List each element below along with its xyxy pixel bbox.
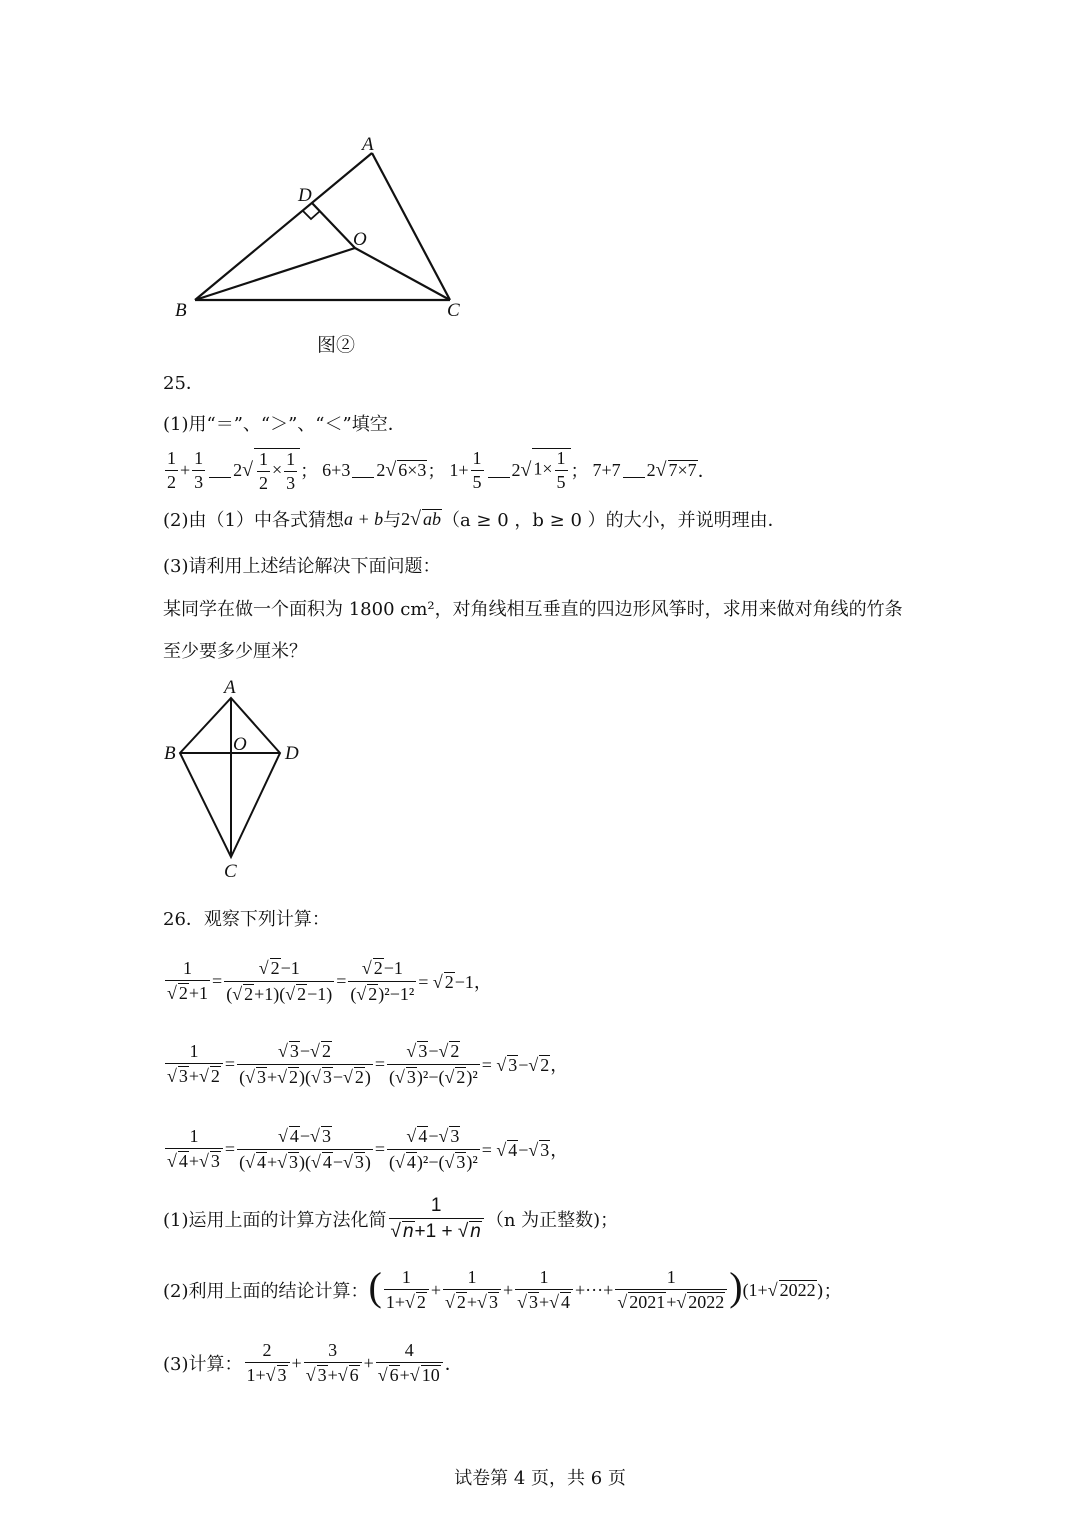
label-d: D — [298, 185, 312, 206]
kite-label-c: C — [224, 861, 237, 882]
label-o: O — [353, 229, 367, 250]
q26-part2: (2)利用上面的结论计算： ( $\frac{1}{1+√ 2}$ + $\frac{1}{√ 2+√ 3}$ + $\frac{1}{√ 3+√ 4}$ +···+ $\frac{1}{√ 2021+√ 2022}$ ) (1+ √ 2022 )； — [163, 1264, 842, 1312]
frac-half: $\frac{1}{2}$ — [167, 447, 176, 492]
segment-do — [312, 203, 355, 248]
figure-kite — [160, 680, 320, 880]
kite-label-a: A — [224, 677, 236, 698]
q25-expressions: $\frac{1}{2}$ + $\frac{1}{3}$ 2 √ $\frac{1}{2}$ × $\frac{1}{3}$ ； 6+3 2 √ 6×3 ； 1+ $\frac{1}{5}$ 2 √ 1× $\frac{1}{5}$ ； 7+7 2 √ 7×7 ． — [167, 447, 716, 493]
q26-example-2: $\frac{1}{√ 3+√ 2}$ = $\frac{√ 3-√ 2}{(√ 3+√ 2)(√ 3-√ 2)}$ = $\frac{√ 3-√ 2}{\text{(√ 3)²−(√ 2)²}}$ = √ 3−√ 2， — [167, 1040, 569, 1087]
kite-label-o: O — [233, 734, 247, 755]
label-a: A — [362, 134, 374, 155]
edge-ab — [195, 153, 372, 300]
q25-problem-line2: 至少要多少厘米？ — [163, 641, 307, 662]
q25-part2: (2)由（1）中各式猜想 a + b 与 2 √ ab （a ≥ 0 ，b ≥ 0 ）的大小，并说明理由． — [163, 507, 786, 531]
page-footer: 试卷第 4 页，共 6 页 — [454, 1468, 626, 1489]
q25-part1: (1)用“＝”、“＞”、“＜”填空． — [163, 414, 406, 435]
figure-caption: 图② — [317, 334, 356, 356]
blank-4[interactable] — [623, 463, 645, 478]
q26-title: 26．观察下列计算： — [163, 909, 330, 930]
figure-triangle — [150, 125, 490, 365]
label-c: C — [447, 300, 460, 321]
q26-example-3: $\frac{1}{√ 4+√ 3}$ = $\frac{√ 4-√ 3}{(√ 4+√ 3)(√ 4-√ 3)}$ = $\frac{√ 4-√ 3}{\text{(√ 4)²−(√ 3)²}}$ = √ 4−√ 3， — [167, 1125, 569, 1172]
q26-example-1: $\frac{1}{√ 2+1}$ = $\frac{√ 2-1}{(√ 2+1)(√ 2-1)}$ = $\frac{√ 2-1}{\text{(√ 2)²−1²}}$ = √ 2−1， — [167, 957, 492, 1004]
kite-label-b: B — [164, 743, 176, 764]
q25-problem-line1: 某同学在做一个面积为 1800 cm²，对角线相互垂直的四边形风筝时，求用来做对角线的竹条 — [163, 599, 903, 620]
frac-third: $\frac{1}{3}$ — [194, 447, 204, 492]
segment-bo — [195, 248, 355, 300]
q25-part3: (3)请利用上述结论解决下面问题： — [163, 556, 441, 577]
q26-part3: (3)计算： $\frac{2}{1+√ 3}$ + $\frac{3}{√ 3+√ 6}$ + $\frac{4}{√ 6+√ 10}$ ． — [163, 1339, 463, 1385]
right-angle-mark — [303, 211, 320, 219]
q25-number: 25． — [163, 373, 204, 394]
label-b: B — [175, 300, 187, 321]
blank-1[interactable] — [209, 463, 231, 478]
q26-part1: (1)运用上面的计算方法化简 $\frac{1}{√ n+1 + √ n}$ （n 为正整数)； — [163, 1194, 619, 1242]
blank-3[interactable] — [488, 463, 510, 478]
blank-2[interactable] — [352, 463, 374, 478]
kite-label-d: D — [285, 743, 299, 764]
